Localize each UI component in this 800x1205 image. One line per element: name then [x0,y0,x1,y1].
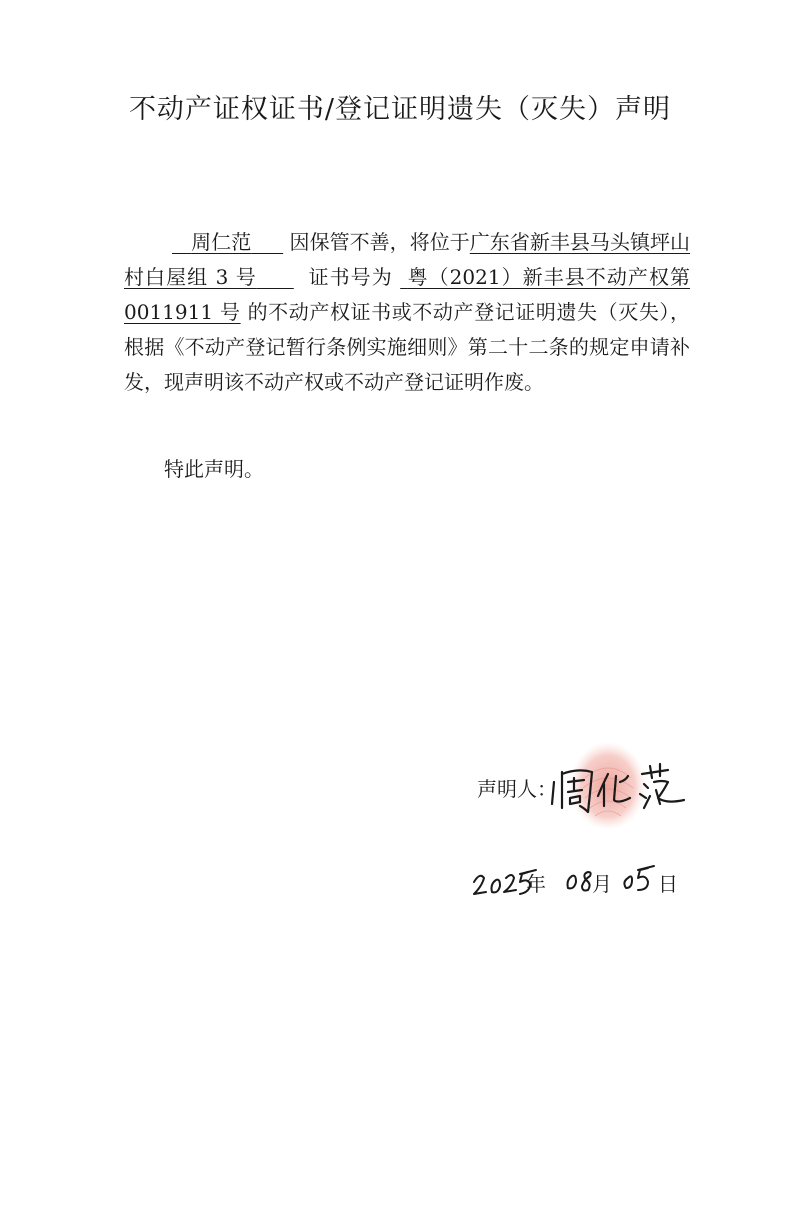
declarant-label: 声明人： [477,777,557,801]
statement-text-1: 因保管不善，将位于 [289,230,470,254]
date-line [470,862,700,902]
statement-body [124,225,690,400]
statement-text-3: 的不动产权证书或不动产登记证明遗失（灭失），根据《不动产登记暂行条例实施细则》第二十二条的规定申请补发，现声明该不动产权或不动产登记证明作废。 [124,300,691,394]
day-label: 日 [658,872,678,896]
owner-name: 周仁范 [191,230,252,254]
year-label: 年 [526,872,546,896]
handwritten-signature [548,760,688,820]
month-label: 月 [592,872,612,896]
document-title: 不动产证权证书/登记证明遗失（灭失）声明 [128,94,672,125]
statement-paragraph [124,225,690,400]
property-location: 广东省新丰县马头镇坪山村白屋组 3 号 [124,230,691,289]
statement-text-2: 证书号为 [308,265,393,289]
closing-text: 特此声明。 [164,457,264,481]
certificate-number: 粤（2021）新丰县不动产权第0011911 号 [124,265,690,324]
handwritten-day [620,862,660,898]
